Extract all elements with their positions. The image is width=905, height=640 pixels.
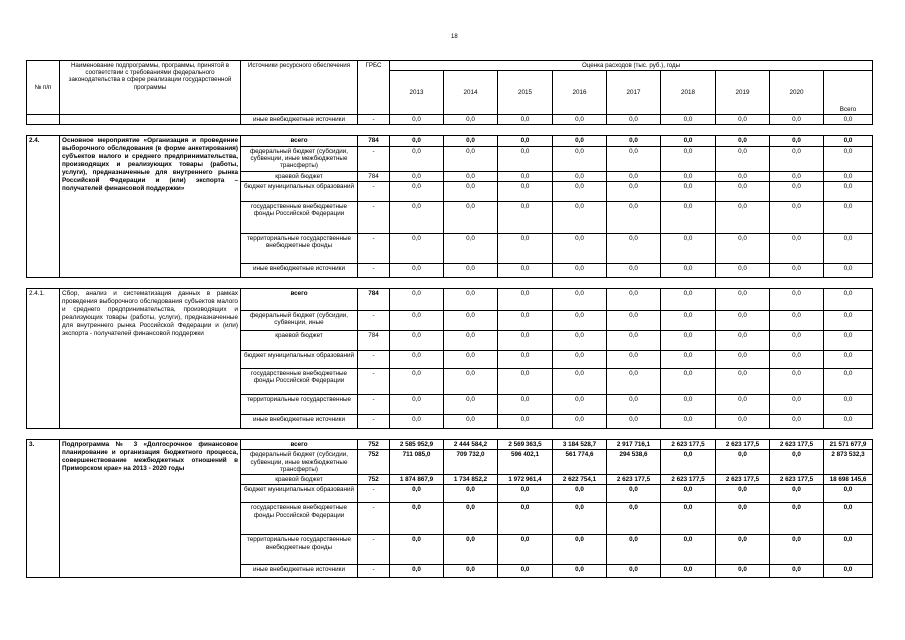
value-cell: 0,0 — [607, 201, 661, 233]
value-cell: 0,0 — [444, 115, 498, 125]
value-cell: 0,0 — [444, 565, 498, 578]
grbs-cell: 752 — [358, 439, 390, 449]
value-cell: 0,0 — [770, 201, 824, 233]
source-cell: бюджет муниципальных образований — [241, 485, 358, 503]
value-cell: 0,0 — [444, 288, 498, 310]
value-cell: 0,0 — [498, 485, 553, 503]
value-cell: 0,0 — [770, 310, 824, 330]
value-cell: 0,0 — [553, 233, 607, 263]
value-cell: 0,0 — [498, 136, 553, 146]
value-cell: 0,0 — [444, 233, 498, 263]
value-cell: 0,0 — [716, 136, 770, 146]
value-cell: 0,0 — [444, 350, 498, 368]
value-cell: 2 623 177,5 — [716, 439, 770, 449]
value-cell: 0,0 — [824, 310, 873, 330]
value-cell: 2 623 177,5 — [607, 475, 661, 485]
value-cell: 0,0 — [390, 394, 444, 414]
value-cell: 0,0 — [390, 263, 444, 277]
value-cell: 0,0 — [824, 146, 873, 171]
value-cell: 0,0 — [444, 414, 498, 428]
grbs-cell: - — [358, 565, 390, 578]
header-source: Источники ресурсного обеспечения — [241, 61, 358, 115]
value-cell: 0,0 — [444, 171, 498, 181]
header-grbs: ГРБС — [358, 61, 390, 115]
source-cell: краевой бюджет — [241, 171, 358, 181]
cell-empty — [27, 115, 60, 125]
value-cell: 0,0 — [661, 288, 716, 310]
value-cell: 0,0 — [498, 201, 553, 233]
value-cell: 0,0 — [824, 181, 873, 201]
value-cell: 0,0 — [607, 330, 661, 350]
value-cell: 0,0 — [607, 350, 661, 368]
value-cell: 0,0 — [444, 503, 498, 535]
value-cell: 0,0 — [553, 146, 607, 171]
section-name: Основное мероприятие «Организация и проведение выборочного обследования (в форме анкетирования) субъектов малого и среднего предпринимательства, производящих и реализующих товары (работы, услуги), предназначенные для внутреннего рынка Российской Федерации и (или) экспорта – получателей финансовой поддержки» — [60, 136, 241, 277]
value-cell: 2 444 584,2 — [444, 439, 498, 449]
value-cell: 0,0 — [770, 171, 824, 181]
value-cell: 0,0 — [553, 535, 607, 565]
grbs-cell: - — [358, 368, 390, 394]
value-cell: 0,0 — [553, 181, 607, 201]
grbs-cell: - — [358, 146, 390, 171]
source-cell: территориальные государственные внебюджетные фонды — [241, 233, 358, 263]
value-cell: 0,0 — [661, 485, 716, 503]
grbs-cell: 752 — [358, 475, 390, 485]
value-cell: 0,0 — [607, 171, 661, 181]
value-cell: 0,0 — [661, 368, 716, 394]
header-year: 2017 — [607, 71, 661, 115]
value-cell: 0,0 — [770, 330, 824, 350]
value-cell: 0,0 — [661, 115, 716, 125]
value-cell: 561 774,6 — [553, 450, 607, 475]
value-cell: 18 698 145,6 — [824, 475, 873, 485]
value-cell: 0,0 — [390, 146, 444, 171]
value-cell: 0,0 — [661, 565, 716, 578]
value-cell: 0,0 — [824, 414, 873, 428]
value-cell: 0,0 — [770, 263, 824, 277]
value-cell: 0,0 — [553, 288, 607, 310]
value-cell: 0,0 — [770, 535, 824, 565]
value-cell: 3 184 528,7 — [553, 439, 607, 449]
value-cell: 0,0 — [716, 310, 770, 330]
source-cell: федеральный бюджет (субсидии, субвенции, иные межбюджетные трансферты) — [241, 450, 358, 475]
value-cell: 0,0 — [390, 201, 444, 233]
value-cell: 0,0 — [661, 503, 716, 535]
value-cell: 0,0 — [716, 485, 770, 503]
value-cell: 0,0 — [824, 288, 873, 310]
value-cell: 0,0 — [824, 485, 873, 503]
grbs-cell: - — [358, 485, 390, 503]
value-cell: 0,0 — [770, 368, 824, 394]
source-cell: краевой бюджет — [241, 330, 358, 350]
source-cell: краевой бюджет — [241, 475, 358, 485]
value-cell: 0,0 — [716, 394, 770, 414]
value-cell: 0,0 — [661, 350, 716, 368]
value-cell: 0,0 — [553, 414, 607, 428]
value-cell: 0,0 — [770, 565, 824, 578]
value-cell: 0,0 — [770, 485, 824, 503]
value-cell: 0,0 — [770, 450, 824, 475]
value-cell: 0,0 — [661, 330, 716, 350]
grbs-cell: - — [358, 310, 390, 330]
source-cell: территориальные государственные внебюджетные фонды — [241, 535, 358, 565]
grbs-cell: - — [358, 503, 390, 535]
grbs-cell: 752 — [358, 450, 390, 475]
value-cell: 0,0 — [824, 136, 873, 146]
value-cell: 0,0 — [498, 330, 553, 350]
value-cell: 0,0 — [824, 115, 873, 125]
value-cell: 0,0 — [444, 201, 498, 233]
value-cell: 0,0 — [390, 565, 444, 578]
value-cell: 0,0 — [661, 171, 716, 181]
header-year: 2014 — [444, 71, 498, 115]
value-cell: 0,0 — [390, 136, 444, 146]
value-cell: 0,0 — [553, 565, 607, 578]
value-cell: 0,0 — [661, 394, 716, 414]
value-cell: 0,0 — [498, 263, 553, 277]
header-name: Наименование подпрограммы, программы, принятой в соответствии с требованиями федерального законодательства в сфере реализации государственной программы — [60, 61, 241, 115]
value-cell: 0,0 — [607, 485, 661, 503]
source-cell: всего — [241, 288, 358, 310]
section-number: 3. — [27, 439, 60, 577]
value-cell: 0,0 — [661, 535, 716, 565]
table-row — [27, 288, 873, 310]
value-cell: 0,0 — [716, 368, 770, 394]
value-cell: 0,0 — [770, 414, 824, 428]
spacer-cell — [27, 125, 873, 136]
value-cell: 294 538,6 — [607, 450, 661, 475]
spacer-row — [27, 428, 873, 439]
header-year: 2019 — [716, 71, 770, 115]
grbs-cell: - — [358, 350, 390, 368]
value-cell: 0,0 — [498, 181, 553, 201]
value-cell: 0,0 — [444, 368, 498, 394]
value-cell: 0,0 — [444, 394, 498, 414]
value-cell: 0,0 — [716, 115, 770, 125]
value-cell: 0,0 — [716, 171, 770, 181]
value-cell: 0,0 — [390, 115, 444, 125]
grbs-cell: 784 — [358, 171, 390, 181]
value-cell: 0,0 — [390, 535, 444, 565]
section-name: Сбор, анализ и систематизация данных в рамках проведения выборочного обследования субъектов малого и среднего предпринимательства, производящих и реализующих товары (работы, услуги), предназначенные для внутреннего рынка Российской Федерации и (или) экспорта - получателей финансовой поддержки — [60, 288, 241, 428]
value-cell: 0,0 — [607, 233, 661, 263]
section-number: 2.4.1. — [27, 288, 60, 428]
value-cell: 0,0 — [824, 171, 873, 181]
value-cell: 0,0 — [716, 414, 770, 428]
value-cell: 0,0 — [716, 181, 770, 201]
header-year: 2020 — [770, 71, 824, 115]
value-cell: 0,0 — [661, 310, 716, 330]
value-cell: 0,0 — [607, 310, 661, 330]
value-cell: 2 569 363,5 — [498, 439, 553, 449]
spacer-cell — [27, 277, 873, 288]
value-cell: 0,0 — [770, 350, 824, 368]
value-cell: 0,0 — [716, 330, 770, 350]
value-cell: 21 571 677,9 — [824, 439, 873, 449]
spacer-row — [27, 125, 873, 136]
value-cell: 0,0 — [390, 233, 444, 263]
value-cell: 0,0 — [770, 288, 824, 310]
table-row — [27, 439, 873, 449]
cell-empty — [60, 115, 241, 125]
value-cell: 2 622 754,1 — [553, 475, 607, 485]
value-cell: 0,0 — [770, 233, 824, 263]
value-cell: 0,0 — [661, 146, 716, 171]
section-name: Подпрограмма № 3 «Долгосрочное финансовое планирование и организация бюджетного процесса, совершенствование межбюджетных отношений в Приморском крае» на 2013 - 2020 годы — [60, 439, 241, 577]
value-cell: 0,0 — [390, 485, 444, 503]
value-cell: 0,0 — [444, 310, 498, 330]
value-cell: 0,0 — [498, 350, 553, 368]
value-cell: 0,0 — [498, 288, 553, 310]
value-cell: 0,0 — [390, 368, 444, 394]
grbs-cell: - — [358, 233, 390, 263]
value-cell: 0,0 — [390, 414, 444, 428]
grbs-cell: - — [358, 115, 390, 125]
value-cell: 0,0 — [553, 485, 607, 503]
header-num: № п/п — [27, 61, 60, 115]
value-cell: 0,0 — [390, 330, 444, 350]
value-cell: 0,0 — [770, 136, 824, 146]
value-cell: 0,0 — [498, 535, 553, 565]
value-cell: 2 917 716,1 — [607, 439, 661, 449]
value-cell: 0,0 — [824, 503, 873, 535]
value-cell: 0,0 — [390, 288, 444, 310]
value-cell: 0,0 — [390, 350, 444, 368]
value-cell: 0,0 — [716, 288, 770, 310]
value-cell: 2 623 177,5 — [770, 475, 824, 485]
source-cell: государственные внебюджетные фонды Российской Федерации — [241, 503, 358, 535]
source-cell: иные внебюджетные источники — [241, 263, 358, 277]
value-cell: 0,0 — [661, 136, 716, 146]
source-cell: всего — [241, 136, 358, 146]
value-cell: 0,0 — [716, 450, 770, 475]
source-cell: государственные внебюджетные фонды Российской Федерации — [241, 368, 358, 394]
value-cell: 0,0 — [716, 201, 770, 233]
source-cell: бюджет муниципальных образований — [241, 181, 358, 201]
value-cell: 0,0 — [498, 310, 553, 330]
value-cell: 2 623 177,5 — [661, 439, 716, 449]
value-cell: 0,0 — [553, 263, 607, 277]
value-cell: 0,0 — [824, 330, 873, 350]
header-year: 2016 — [553, 71, 607, 115]
value-cell: 0,0 — [607, 115, 661, 125]
value-cell: 0,0 — [824, 368, 873, 394]
value-cell: 2 873 532,3 — [824, 450, 873, 475]
value-cell: 0,0 — [498, 503, 553, 535]
value-cell: 0,0 — [498, 146, 553, 171]
value-cell: 0,0 — [661, 181, 716, 201]
grbs-cell: - — [358, 535, 390, 565]
value-cell: 0,0 — [498, 233, 553, 263]
spacer-row — [27, 277, 873, 288]
value-cell: 0,0 — [553, 310, 607, 330]
grbs-cell: 784 — [358, 330, 390, 350]
value-cell: 0,0 — [661, 233, 716, 263]
value-cell: 0,0 — [444, 485, 498, 503]
grbs-cell: - — [358, 201, 390, 233]
value-cell: 0,0 — [607, 288, 661, 310]
section-number: 2.4. — [27, 136, 60, 277]
expenditure-table — [26, 60, 873, 578]
value-cell: 0,0 — [824, 394, 873, 414]
header-year: 2013 — [390, 71, 444, 115]
value-cell: 0,0 — [553, 115, 607, 125]
value-cell: 0,0 — [770, 115, 824, 125]
value-cell: 0,0 — [824, 233, 873, 263]
value-cell: 0,0 — [444, 181, 498, 201]
value-cell: 0,0 — [553, 330, 607, 350]
value-cell: 0,0 — [824, 350, 873, 368]
value-cell: 0,0 — [553, 136, 607, 146]
value-cell: 0,0 — [607, 414, 661, 428]
value-cell: 0,0 — [607, 136, 661, 146]
value-cell: 2 623 177,5 — [770, 439, 824, 449]
value-cell: 0,0 — [390, 171, 444, 181]
value-cell: 0,0 — [824, 263, 873, 277]
value-cell: 0,0 — [498, 565, 553, 578]
value-cell: 0,0 — [553, 350, 607, 368]
value-cell: 2 585 952,9 — [390, 439, 444, 449]
header-year: 2018 — [661, 71, 716, 115]
grbs-cell: - — [358, 414, 390, 428]
value-cell: 0,0 — [716, 503, 770, 535]
header-estimate: Оценка расходов (тыс. руб.), годы — [390, 61, 873, 71]
table-row — [27, 136, 873, 146]
value-cell: 0,0 — [770, 146, 824, 171]
value-cell: 596 402,1 — [498, 450, 553, 475]
source-cell: иные внебюджетные источники — [241, 115, 358, 125]
value-cell: 0,0 — [607, 565, 661, 578]
grbs-cell: 784 — [358, 288, 390, 310]
value-cell: 0,0 — [607, 394, 661, 414]
value-cell: 0,0 — [390, 503, 444, 535]
value-cell: 0,0 — [716, 263, 770, 277]
header-year: 2015 — [498, 71, 553, 115]
source-cell: федеральный бюджет (субсидии, субвенции, иные — [241, 310, 358, 330]
value-cell: 0,0 — [498, 368, 553, 394]
value-cell: 0,0 — [716, 350, 770, 368]
value-cell: 0,0 — [444, 535, 498, 565]
header-total: Всего — [824, 71, 873, 115]
value-cell: 0,0 — [444, 263, 498, 277]
value-cell: 0,0 — [824, 201, 873, 233]
source-cell: федеральный бюджет (субсидии, субвенции, иные межбюджетные трансферты) — [241, 146, 358, 171]
value-cell: 0,0 — [716, 233, 770, 263]
value-cell: 0,0 — [661, 201, 716, 233]
source-cell: всего — [241, 439, 358, 449]
value-cell: 0,0 — [553, 201, 607, 233]
source-cell: бюджет муниципальных образований — [241, 350, 358, 368]
value-cell: 709 732,0 — [444, 450, 498, 475]
spacer-cell — [27, 428, 873, 439]
value-cell: 0,0 — [553, 503, 607, 535]
value-cell: 0,0 — [390, 310, 444, 330]
value-cell: 0,0 — [770, 394, 824, 414]
value-cell: 0,0 — [716, 535, 770, 565]
value-cell: 0,0 — [444, 330, 498, 350]
value-cell: 711 085,0 — [390, 450, 444, 475]
value-cell: 0,0 — [607, 535, 661, 565]
value-cell: 0,0 — [498, 115, 553, 125]
value-cell: 2 623 177,5 — [661, 475, 716, 485]
grbs-cell: - — [358, 181, 390, 201]
value-cell: 0,0 — [444, 146, 498, 171]
grbs-cell: 784 — [358, 136, 390, 146]
value-cell: 0,0 — [716, 146, 770, 171]
value-cell: 1 972 961,4 — [498, 475, 553, 485]
value-cell: 0,0 — [607, 503, 661, 535]
value-cell: 0,0 — [607, 181, 661, 201]
value-cell: 0,0 — [553, 394, 607, 414]
value-cell: 0,0 — [444, 136, 498, 146]
value-cell: 1 874 867,9 — [390, 475, 444, 485]
page-number: 18 — [451, 34, 458, 40]
value-cell: 0,0 — [498, 414, 553, 428]
value-cell: 0,0 — [770, 181, 824, 201]
value-cell: 0,0 — [824, 565, 873, 578]
table-row — [27, 115, 873, 125]
value-cell: 1 734 852,2 — [444, 475, 498, 485]
value-cell: 0,0 — [716, 565, 770, 578]
value-cell: 0,0 — [661, 450, 716, 475]
source-cell: территориальные государственные — [241, 394, 358, 414]
value-cell: 2 623 177,5 — [716, 475, 770, 485]
value-cell: 0,0 — [607, 263, 661, 277]
grbs-cell: - — [358, 394, 390, 414]
value-cell: 0,0 — [553, 171, 607, 181]
value-cell: 0,0 — [390, 181, 444, 201]
value-cell: 0,0 — [498, 171, 553, 181]
value-cell: 0,0 — [607, 368, 661, 394]
value-cell: 0,0 — [661, 414, 716, 428]
value-cell: 0,0 — [607, 146, 661, 171]
value-cell: 0,0 — [824, 535, 873, 565]
value-cell: 0,0 — [661, 263, 716, 277]
grbs-cell: - — [358, 263, 390, 277]
value-cell: 0,0 — [553, 368, 607, 394]
source-cell: иные внебюджетные источники — [241, 565, 358, 578]
value-cell: 0,0 — [770, 503, 824, 535]
source-cell: иные внебюджетные источники — [241, 414, 358, 428]
source-cell: государственные внебюджетные фонды Российской Федерации — [241, 201, 358, 233]
value-cell: 0,0 — [498, 394, 553, 414]
